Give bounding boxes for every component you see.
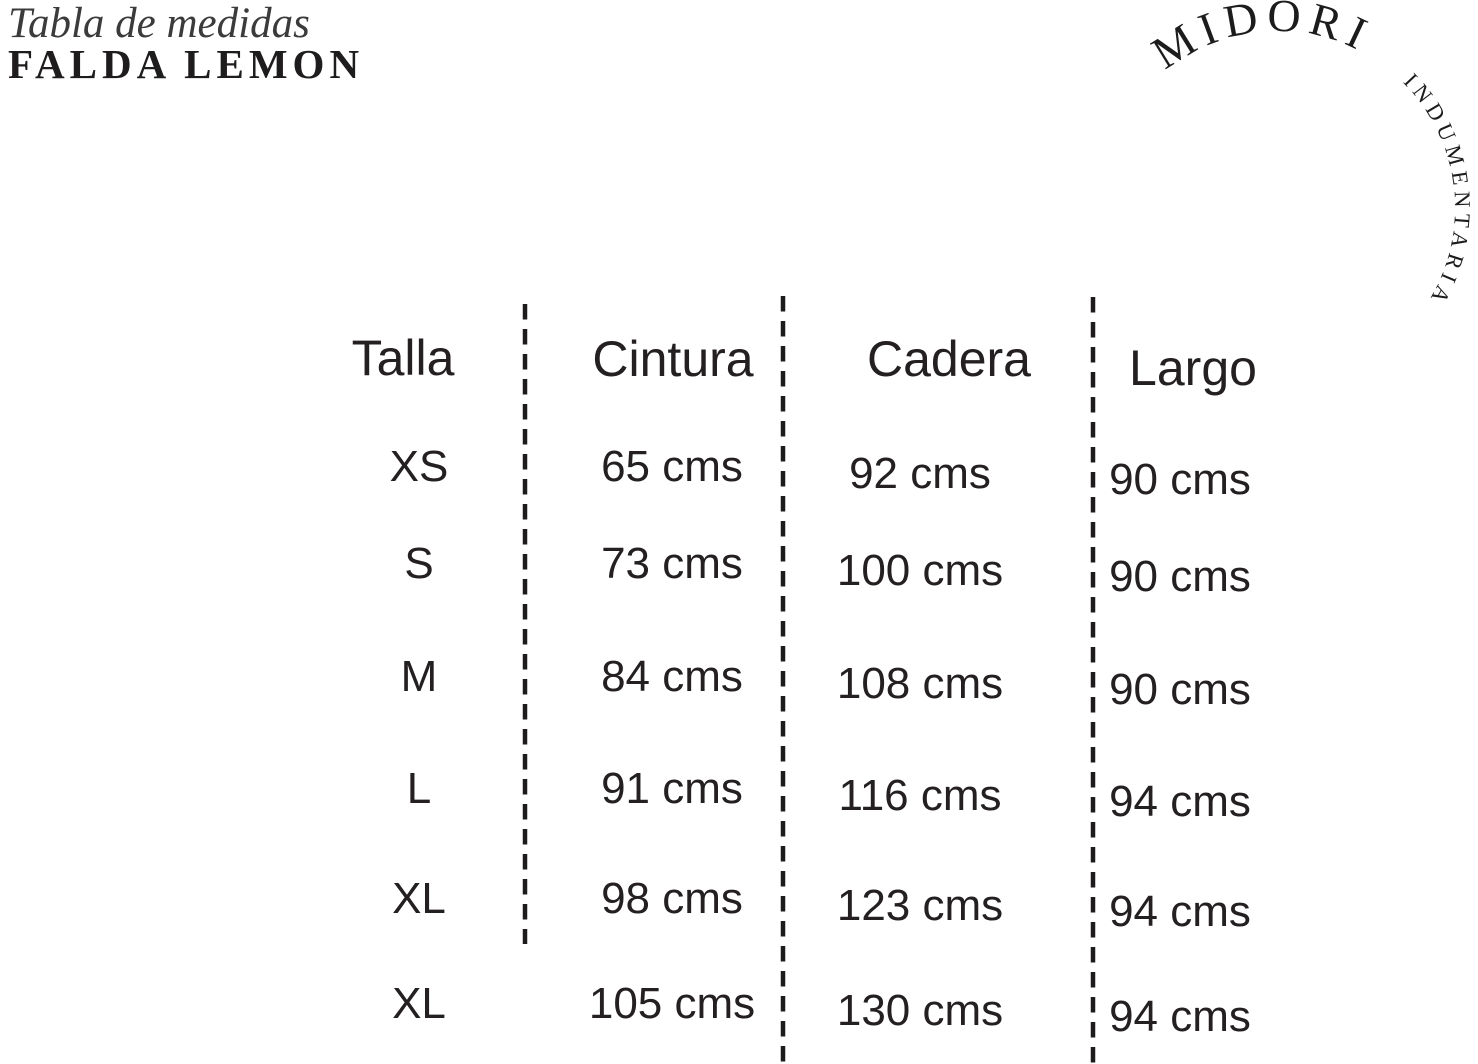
largo-value: 94 cms xyxy=(1109,777,1251,826)
size-label: XL xyxy=(392,979,446,1028)
brand-arc-text xyxy=(1143,0,1381,79)
brand-logo xyxy=(1143,0,1475,312)
largo-value: 90 cms xyxy=(1109,665,1251,714)
cadera-value: 100 cms xyxy=(836,546,1004,595)
cintura-value: 65 cms xyxy=(601,442,743,491)
largo-value: 94 cms xyxy=(1109,887,1251,936)
size-label: L xyxy=(406,764,432,813)
brand-name: MIDORI xyxy=(1143,0,1381,79)
column-header-talla: Talla xyxy=(351,330,455,386)
cintura-value: 91 cms xyxy=(601,764,743,813)
cintura-value: 98 cms xyxy=(601,874,743,923)
brand-tagline-arc-text xyxy=(1399,68,1475,312)
product-title: FALDA LEMON xyxy=(8,41,365,87)
page-subtitle: Tabla de medidas xyxy=(8,0,310,47)
size-label: S xyxy=(404,539,434,588)
largo-value: 90 cms xyxy=(1109,552,1251,601)
brand-tagline: INDUMENTARIA xyxy=(1398,68,1476,313)
size-label: M xyxy=(400,652,438,701)
cintura-value: 105 cms xyxy=(588,979,756,1028)
cadera-value: 92 cms xyxy=(849,449,991,498)
column-header-cintura: Cintura xyxy=(592,331,754,387)
cadera-value: 130 cms xyxy=(836,986,1004,1035)
cintura-value: 73 cms xyxy=(601,539,743,588)
size-label: XL xyxy=(392,874,446,923)
cintura-value: 84 cms xyxy=(601,652,743,701)
largo-value: 90 cms xyxy=(1109,455,1251,504)
cadera-value: 108 cms xyxy=(836,659,1004,708)
column-header-cadera: Cadera xyxy=(867,331,1031,387)
cadera-value: 116 cms xyxy=(838,771,1002,820)
cadera-value: 123 cms xyxy=(836,881,1004,930)
largo-value: 94 cms xyxy=(1109,992,1251,1041)
size-label: XS xyxy=(389,442,449,491)
column-header-largo: Largo xyxy=(1129,340,1257,396)
